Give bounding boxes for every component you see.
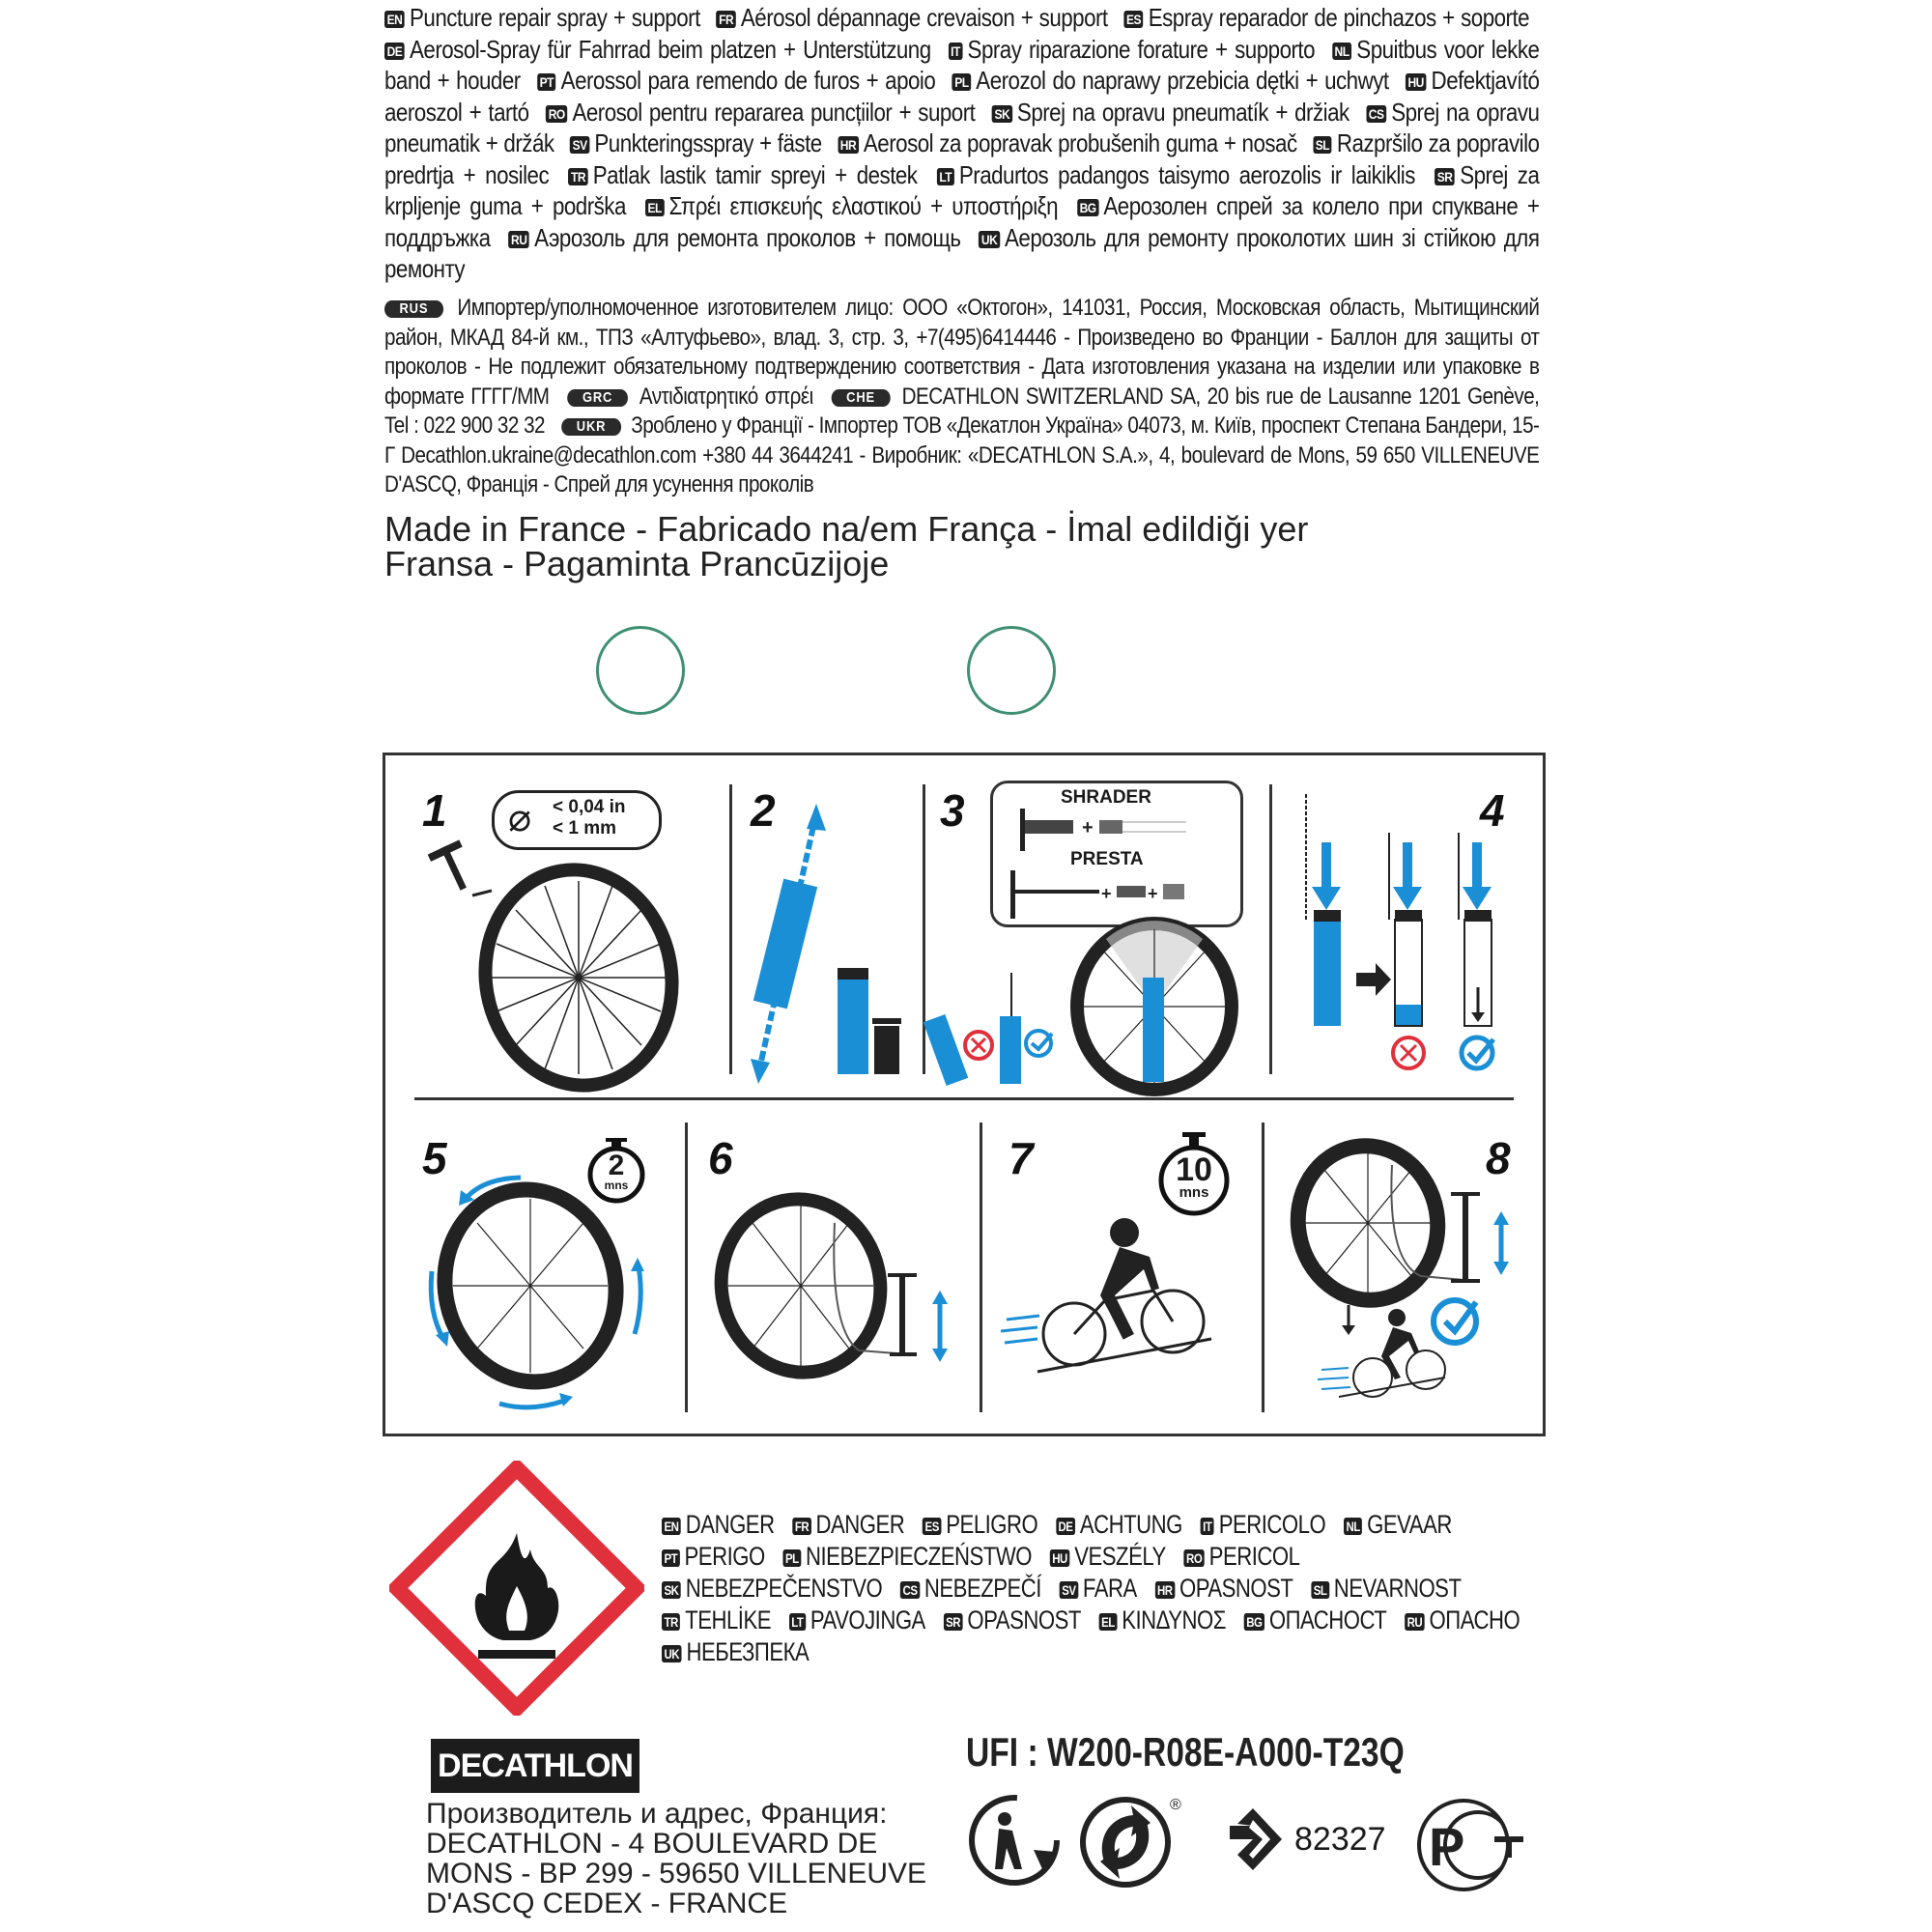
lang-badge: LT <box>937 168 954 185</box>
product-name-text: Puncture repair spray + support <box>410 3 700 32</box>
product-name-text: Aerosol pentru repararea puncțiilor + suport <box>572 97 976 127</box>
lang-badge: HU <box>1406 73 1427 91</box>
svg-text:+: + <box>1148 884 1158 903</box>
signal-word-text: NEBEZPEČENSTVO <box>685 1574 883 1603</box>
product-name <box>1123 3 1529 32</box>
product-name-text: Аерозолен спрей за колело при спукване + поддръжка <box>384 191 1540 252</box>
lang-badge: SK <box>992 105 1012 123</box>
address-line-2: DECATHLON - 4 BOULEVARD DE <box>426 1828 878 1860</box>
lang-badge: NL <box>1344 1518 1362 1535</box>
lang-badge: ES <box>1123 11 1143 28</box>
lang-badge: EL <box>1099 1613 1118 1631</box>
lang-badge-che: CHE <box>832 389 891 407</box>
product-name-text: Aerosol za popravak probušenih guma + nosač <box>863 128 1297 157</box>
lang-badge: CS <box>1366 105 1386 123</box>
product-name-text: Аэрозоль для ремонта проколов + помощь <box>534 222 961 252</box>
signal-word-text: DANGER <box>815 1510 905 1539</box>
lang-badge: TR <box>568 168 587 185</box>
lang-badge: RU <box>508 231 529 248</box>
product-name <box>508 223 960 252</box>
product-name <box>546 98 975 127</box>
lang-badge: PL <box>952 73 972 91</box>
certification-code: 82327 <box>1294 1821 1386 1858</box>
shake-can-icon <box>729 755 923 1097</box>
signal-word-text: NIEBEZPIECZEŃSTWO <box>806 1542 1032 1571</box>
triman-arrow-icon <box>1222 1806 1284 1874</box>
pct-certification-icon <box>1406 1792 1531 1898</box>
lang-badge-ukr: UKR <box>561 418 620 436</box>
signal-word <box>1244 1605 1387 1634</box>
registered-mark: ® <box>1170 1797 1181 1813</box>
lang-badge: TR <box>662 1613 680 1631</box>
lang-badge: SR <box>944 1613 963 1631</box>
signal-word <box>1184 1542 1300 1571</box>
lang-badge: IT <box>949 43 963 60</box>
timer-value: 10 <box>1176 1151 1212 1188</box>
rus-importer-text: Импортер/уполномоченное изготовителем лицо: ООО «Октогон», 141031, Россия, Московская область, Мытищинский район, МКАД 84-й км., ТПЗ «Алтуфьево», влад. 3, стр. 3, +7(495)6414446 - Произведено во Франции - Баллон для защиты от проколов - Не подлежит обязательному подтверждению соответствия - Дата изготовления указана на изделии или упаковке в формате ГГГГ/ММ <box>384 295 1540 410</box>
lang-badge: SV <box>570 136 589 154</box>
made-in-statement <box>384 509 1309 583</box>
signal-word <box>1099 1605 1226 1634</box>
signal-word <box>1344 1510 1452 1539</box>
step-number: 6 <box>708 1133 733 1183</box>
signal-word <box>782 1542 1032 1571</box>
lang-badge: IT <box>1201 1518 1214 1535</box>
timer-value: 2 <box>608 1150 625 1181</box>
lang-badge: HR <box>1155 1581 1176 1599</box>
inject-spray-icon <box>1269 755 1548 1097</box>
lang-badge: FR <box>717 11 736 28</box>
signal-word-text: ОПАСНОСТ <box>1268 1605 1387 1634</box>
product-name <box>937 160 1415 189</box>
product-name-text: Aerossol para remendo de furos + apoio <box>560 66 936 95</box>
step-number: 7 <box>1009 1133 1034 1183</box>
callout-line-2: < 1 mm <box>553 818 617 838</box>
lang-badge: PT <box>537 73 556 91</box>
signal-word <box>1311 1574 1461 1603</box>
product-name <box>570 128 822 157</box>
step-3 <box>923 755 1269 1097</box>
multilingual-product-names <box>384 2 1539 285</box>
lang-badge: DE <box>384 43 405 60</box>
signal-word-list <box>662 1509 1548 1668</box>
lang-badge: EL <box>645 199 665 216</box>
signal-word-text: VESZÉLY <box>1074 1542 1166 1571</box>
signal-word-text: PERICOL <box>1208 1542 1300 1571</box>
presta-label: PRESTA <box>1070 849 1144 869</box>
signal-word-text: PELIGRO <box>946 1510 1038 1539</box>
signal-word-text: OPASNOST <box>1179 1574 1293 1603</box>
shrader-label: SHRADER <box>1061 787 1151 808</box>
step-number: 4 <box>1480 785 1505 836</box>
product-name <box>949 35 1315 64</box>
lang-badge: UK <box>979 231 1000 248</box>
signal-word <box>792 1510 904 1539</box>
address-line-1: Производитель и адрес, Франция: <box>426 1798 888 1830</box>
lang-badge: CS <box>900 1581 920 1599</box>
signal-word <box>900 1574 1041 1603</box>
lang-badge: DE <box>1056 1518 1075 1535</box>
step-number: 3 <box>940 785 965 836</box>
address-line-3: MONS - BP 299 - 59650 VILLENEUVE <box>426 1858 927 1889</box>
manufacturer-address <box>426 1799 926 1918</box>
signal-word-text: NEBEZPEČÍ <box>923 1574 1041 1603</box>
lang-badge: EN <box>662 1518 681 1535</box>
step-6 <box>685 1097 980 1439</box>
product-name-text: Spray riparazione forature + supporto <box>967 34 1316 64</box>
lang-badge: SR <box>1435 168 1455 185</box>
lang-badge-rus: RUS <box>384 300 443 318</box>
decathlon-logo: DECATHLON <box>431 1739 639 1793</box>
lang-badge: SL <box>1313 136 1332 154</box>
product-name-text: Sprej na opravu pneumatík + držiak <box>1016 97 1350 127</box>
lang-badge: PL <box>782 1549 801 1567</box>
signal-word <box>662 1605 771 1634</box>
product-name-text: Σπρέι επισκευής ελαστικού + υποστήριξη <box>668 191 1059 220</box>
lang-badge: BG <box>1077 199 1098 216</box>
lang-badge: SV <box>1060 1581 1078 1599</box>
lang-badge: EN <box>384 11 405 28</box>
signal-word <box>944 1605 1081 1634</box>
signal-word-text: NEVARNOST <box>1333 1574 1462 1603</box>
rotate-wheel-icon <box>385 1097 685 1439</box>
made-in-line-2: Fransa - Pagaminta Prancūzijoje <box>384 544 890 583</box>
signal-word <box>662 1637 809 1666</box>
instruction-panel <box>383 753 1546 1436</box>
diameter-icon: ⌀ <box>508 797 532 839</box>
signal-word <box>1405 1605 1520 1634</box>
signal-word-text: FARA <box>1082 1574 1137 1603</box>
legal-importer-info <box>384 294 1539 500</box>
address-line-4: D'ASCQ CEDEX - FRANCE <box>426 1888 788 1919</box>
product-name-text: Sprej za krpljenje guma + podrška <box>384 159 1540 220</box>
spray-into-valve-icon <box>923 755 1269 1097</box>
tidyman-recycle-icon <box>966 1792 1063 1889</box>
lang-badge: ES <box>923 1518 941 1535</box>
signal-word-text: PERIGO <box>684 1542 765 1571</box>
lang-badge: RU <box>1405 1613 1425 1631</box>
flammable-icon <box>389 1461 644 1716</box>
svg-text:+: + <box>1082 817 1094 838</box>
step-number: 5 <box>422 1133 447 1183</box>
signal-word <box>662 1574 882 1603</box>
signal-word-text: OPASNOST <box>967 1605 1081 1634</box>
product-name-text: Defektjavító aeroszol + tartó <box>384 66 1540 127</box>
signal-word <box>662 1542 765 1571</box>
product-name-text: Punkteringsspray + fäste <box>594 128 822 157</box>
lang-badge: PT <box>662 1549 680 1567</box>
signal-word <box>1050 1542 1166 1571</box>
product-name <box>952 66 1389 95</box>
lang-badge: FR <box>792 1518 810 1535</box>
product-name-text: Spuitbus voor lekke band + houder <box>384 34 1540 95</box>
product-name-text: Aerosol-Spray für Fahrrad beim platzen + Unterstützung <box>410 34 931 64</box>
step-number: 8 <box>1486 1133 1511 1183</box>
product-name <box>645 191 1058 220</box>
step-2 <box>729 755 923 1097</box>
product-name <box>717 3 1108 32</box>
lang-badge: RO <box>1184 1549 1205 1567</box>
lang-badge: LT <box>789 1613 806 1631</box>
product-name-text: Sprej na opravu pneumatik + držák <box>384 97 1540 157</box>
step-number: 1 <box>422 785 447 836</box>
step-4 <box>1269 755 1548 1097</box>
lang-badge: HR <box>838 136 859 154</box>
ukr-text: Зроблено у Франції - Імпортер ТОВ «Декатлон Україна» 04073, м. Київ, проспект Степана Бандери, 15-Г Decathlon.ukraine@decathlon.com +380 44 3644241 - Виробник: «DECATHLON S.A.», 4, boulevard de Mons, 59 650 VILLENEUVE D'ASCQ, Франція - Спрей для усунення проколів <box>384 412 1540 497</box>
product-name <box>537 66 935 95</box>
product-name-text: Аерозоль для ремонту проколотих шин зі стійкою для ремонту <box>384 222 1540 283</box>
product-name-text: Razpršilo za popravilo predrtja + nosilec <box>384 128 1540 189</box>
lang-badge: SL <box>1311 1581 1329 1599</box>
hanger-hole-left <box>596 626 685 715</box>
product-name <box>384 35 931 64</box>
pump-wheel-icon <box>685 1097 980 1439</box>
signal-word <box>1060 1574 1137 1603</box>
svg-text:P: P <box>1429 1816 1465 1877</box>
pump-and-ride-icon <box>1262 1097 1548 1439</box>
product-name <box>838 128 1296 157</box>
wheel-with-nail-icon <box>385 755 729 1097</box>
signal-word-text: PERICOLO <box>1218 1510 1326 1539</box>
signal-word-text: PAVOJINGA <box>810 1605 925 1634</box>
signal-word <box>923 1510 1037 1539</box>
lang-badge: SK <box>662 1581 681 1599</box>
lang-badge: HU <box>1050 1549 1070 1567</box>
product-name-text: Aérosol dépannage crevaison + support <box>740 3 1108 32</box>
timer-unit: mns <box>1179 1184 1209 1201</box>
signal-word <box>1155 1574 1293 1603</box>
step-5 <box>385 1097 685 1439</box>
lang-badge: UK <box>662 1645 682 1662</box>
signal-word-text: НЕБЕЗПЕКА <box>686 1637 810 1666</box>
signal-word <box>1201 1510 1326 1539</box>
signal-word-text: ОПАСНО <box>1429 1605 1520 1634</box>
signal-word <box>662 1510 775 1539</box>
signal-word-text: ΚΙΝΔΥΝΟΣ <box>1122 1605 1226 1634</box>
signal-word-text: DANGER <box>685 1510 775 1539</box>
callout-line-1: < 0,04 in <box>553 797 626 817</box>
signal-word-text: ACHTUNG <box>1079 1510 1182 1539</box>
ufi-code: UFI : W200-R08E-A000-T23Q <box>966 1729 1405 1775</box>
signal-word-text: GEVAAR <box>1367 1510 1452 1539</box>
lang-badge: NL <box>1332 43 1351 60</box>
product-name-text: Aerozol do naprawy przebicia dętki + uchwyt <box>976 66 1389 95</box>
lang-badge: RO <box>546 105 567 123</box>
step-7 <box>980 1097 1262 1439</box>
step-8 <box>1262 1097 1548 1439</box>
step-number: 2 <box>751 785 776 836</box>
product-name-text: Patlak lastik tamir spreyi + destek <box>592 159 918 189</box>
ride-bike-icon <box>980 1097 1262 1439</box>
signal-word-text: TEHLİKE <box>685 1605 772 1634</box>
hanger-hole-right <box>967 626 1056 715</box>
signal-word <box>1056 1510 1182 1539</box>
che-text: DECATHLON SWITZERLAND SA, 20 bis rue de Lausanne 1201 Genève, Tel : 022 900 32 32 <box>384 383 1540 439</box>
svg-text:+: + <box>1101 884 1112 903</box>
made-in-line-1: Made in France - Fabricado na/em França - İmal edildiği yer <box>384 509 1309 549</box>
signal-word <box>789 1605 925 1634</box>
step-1 <box>385 755 729 1097</box>
product-name <box>992 98 1350 127</box>
product-name <box>384 3 700 32</box>
timer-unit: mns <box>604 1179 629 1192</box>
grc-text: Αντιδιατρητικό σπρέι <box>639 383 813 410</box>
product-name-text: Espray reparador de pinchazos + soporte <box>1148 3 1530 32</box>
product-name <box>568 160 917 189</box>
lang-badge-grc: GRC <box>567 389 627 407</box>
lang-badge: BG <box>1244 1613 1264 1631</box>
green-dot-icon <box>1077 1792 1183 1889</box>
product-name-text: Pradurtos padangos taisymo aerozolis ir laikiklis <box>958 159 1415 189</box>
